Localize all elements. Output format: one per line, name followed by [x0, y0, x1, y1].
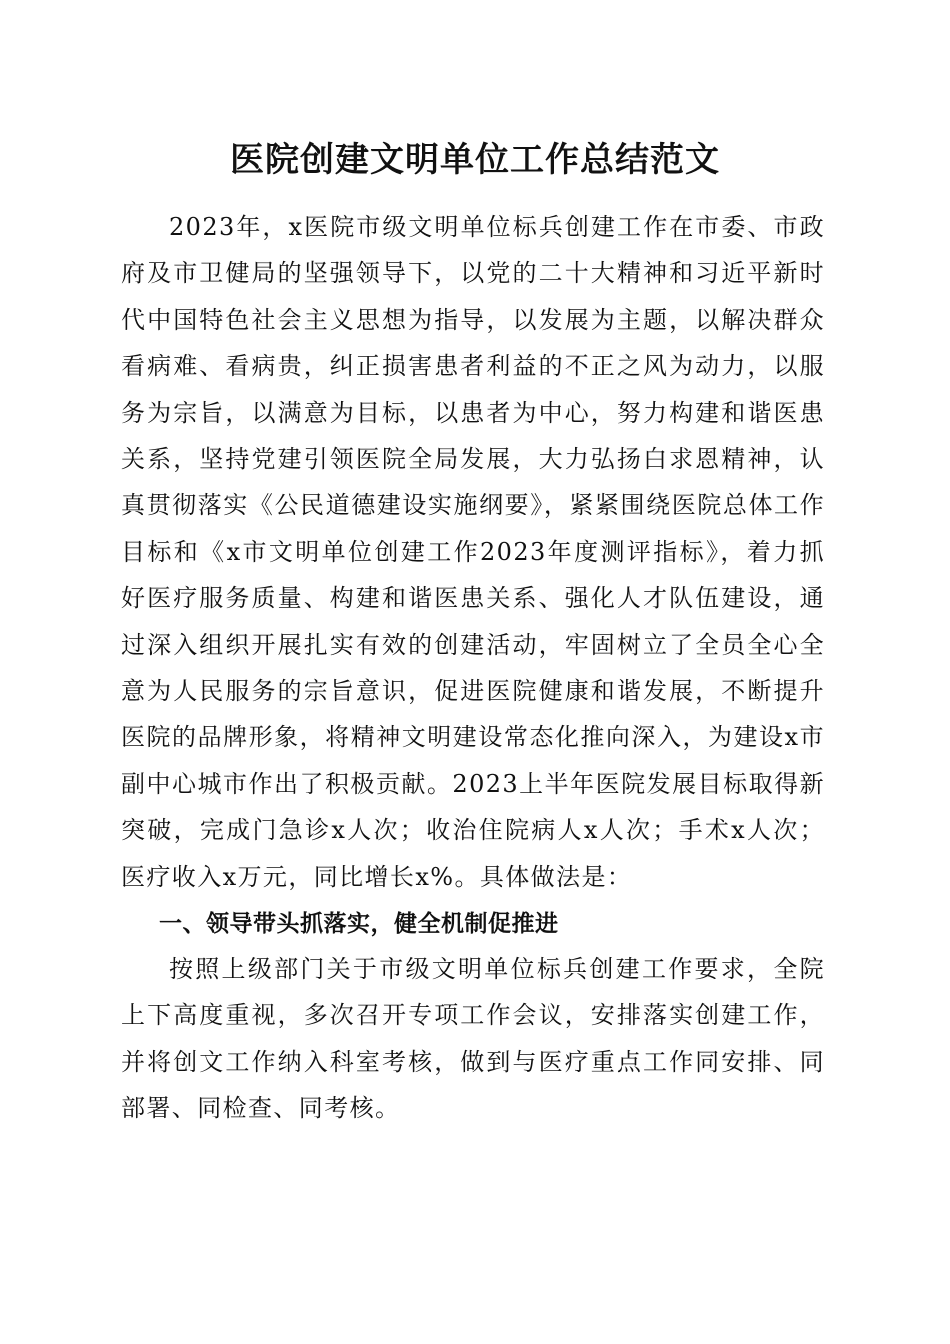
section-heading: 一、领导带头抓落实，健全机制促推进 — [158, 911, 559, 937]
document-title: 医院创建文明单位工作总结范文 — [230, 140, 720, 180]
section-paragraph: 按照上级部门关于市级文明单位标兵创建工作要求，全院上下高度重视，多次召开专项工作会议，安排落实创建工作，并将创文工作纳入科室考核，做到与医疗重点工作同安排、同部署、同检查、同考核。 — [121, 955, 825, 1123]
intro-paragraph: 2023年，x医院市级文明单位标兵创建工作在市委、市政府及市卫健局的坚强领导下，以党的二十大精神和习近平新时代中国特色社会主义思想为指导，以发展为主题，以解决群众看病难、看病贵，纠正损害患者利益的不正之风为动力，以服务为宗旨，以满意为目标，以患者为中心，努力构建和谐医患关系，坚持党建引领医院全局发展，大力弘扬白求恩精神，认真贯彻落实《公民道德建设实施纲要》，紧紧围绕医院总体工作目标和《x市文明单位创建工作2023年度测评指标》，着力抓好医疗服务质量、构建和谐医患关系、强化人才队伍建设，通过深入组织开展扎实有效的创建活动，牢固树立了全员全心全意为人民服务的宗旨意识，促进医院健康和谐发展，不断提升医院的品牌形象，将精神文明建设常态化推向深入，为建设x市副中心城市作出了积极贡献。2023上半年医院发展目标取得新突破，完成门急诊x人次；收治住院病人x人次；手术x人次；医疗收入x万元，同比增长x%。具体做法是： — [121, 213, 825, 891]
